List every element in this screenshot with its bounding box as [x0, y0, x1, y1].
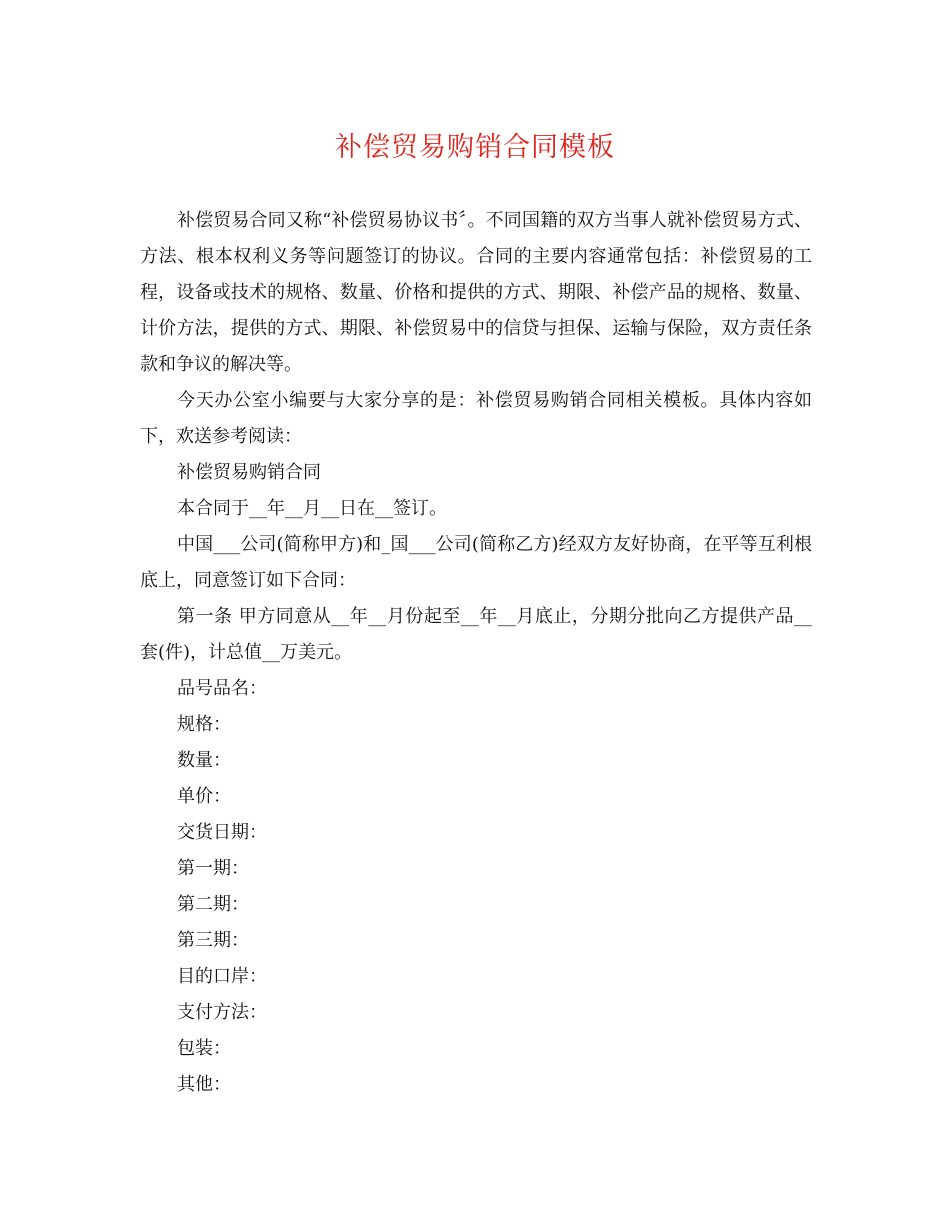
document-body: [140, 203, 812, 1103]
field-payment-method: 支付方法：: [177, 1002, 267, 1023]
field-packaging: 包装：: [177, 1038, 231, 1059]
field-phase-two: 第二期：: [177, 894, 249, 915]
parties-paragraph: 中国___公司(简称甲方)和_国___公司(简称乙方)经双方友好协商，在平等互利根底上，同意签订如下合同：: [140, 534, 812, 591]
field-unit-price: 单价：: [177, 786, 231, 807]
contract-heading: 补偿贸易购销合同: [177, 462, 321, 483]
signing-date-line: 本合同于__年__月__日在__签订。: [177, 498, 447, 519]
field-phase-three: 第三期：: [177, 930, 249, 951]
intro-paragraph: 补偿贸易合同又称“补偿贸易协议书〞。不同国籍的双方当事人就补偿贸易方式、方法、根本权利义务等问题签订的协议。合同的主要内容通常包括：补偿贸易的工程，设备或技术的规格、数量、价格和提供的方式、期限、补偿产品的规格、数量、计价方法，提供的方式、期限、补偿贸易中的信贷与担保、运输与保险，双方责任条款和争议的解决等。: [140, 210, 812, 375]
field-phase-one: 第一期：: [177, 858, 249, 879]
field-specification: 规格：: [177, 714, 231, 735]
share-paragraph: 今天办公室小编要与大家分享的是：补偿贸易购销合同相关模板。具体内容如下，欢送参考阅读：: [140, 390, 812, 447]
field-destination-port: 目的口岸：: [177, 966, 267, 987]
field-product-name: 品号品名：: [177, 678, 267, 699]
article-one: 第一条 甲方同意从__年__月份起至__年__月底止，分期分批向乙方提供产品__套(件)，计总值__万美元。: [140, 606, 812, 663]
field-quantity: 数量：: [177, 750, 231, 771]
field-other: 其他：: [177, 1074, 231, 1095]
document-title: 补偿贸易购销合同模板: [335, 132, 615, 163]
field-delivery-date: 交货日期：: [177, 822, 267, 843]
